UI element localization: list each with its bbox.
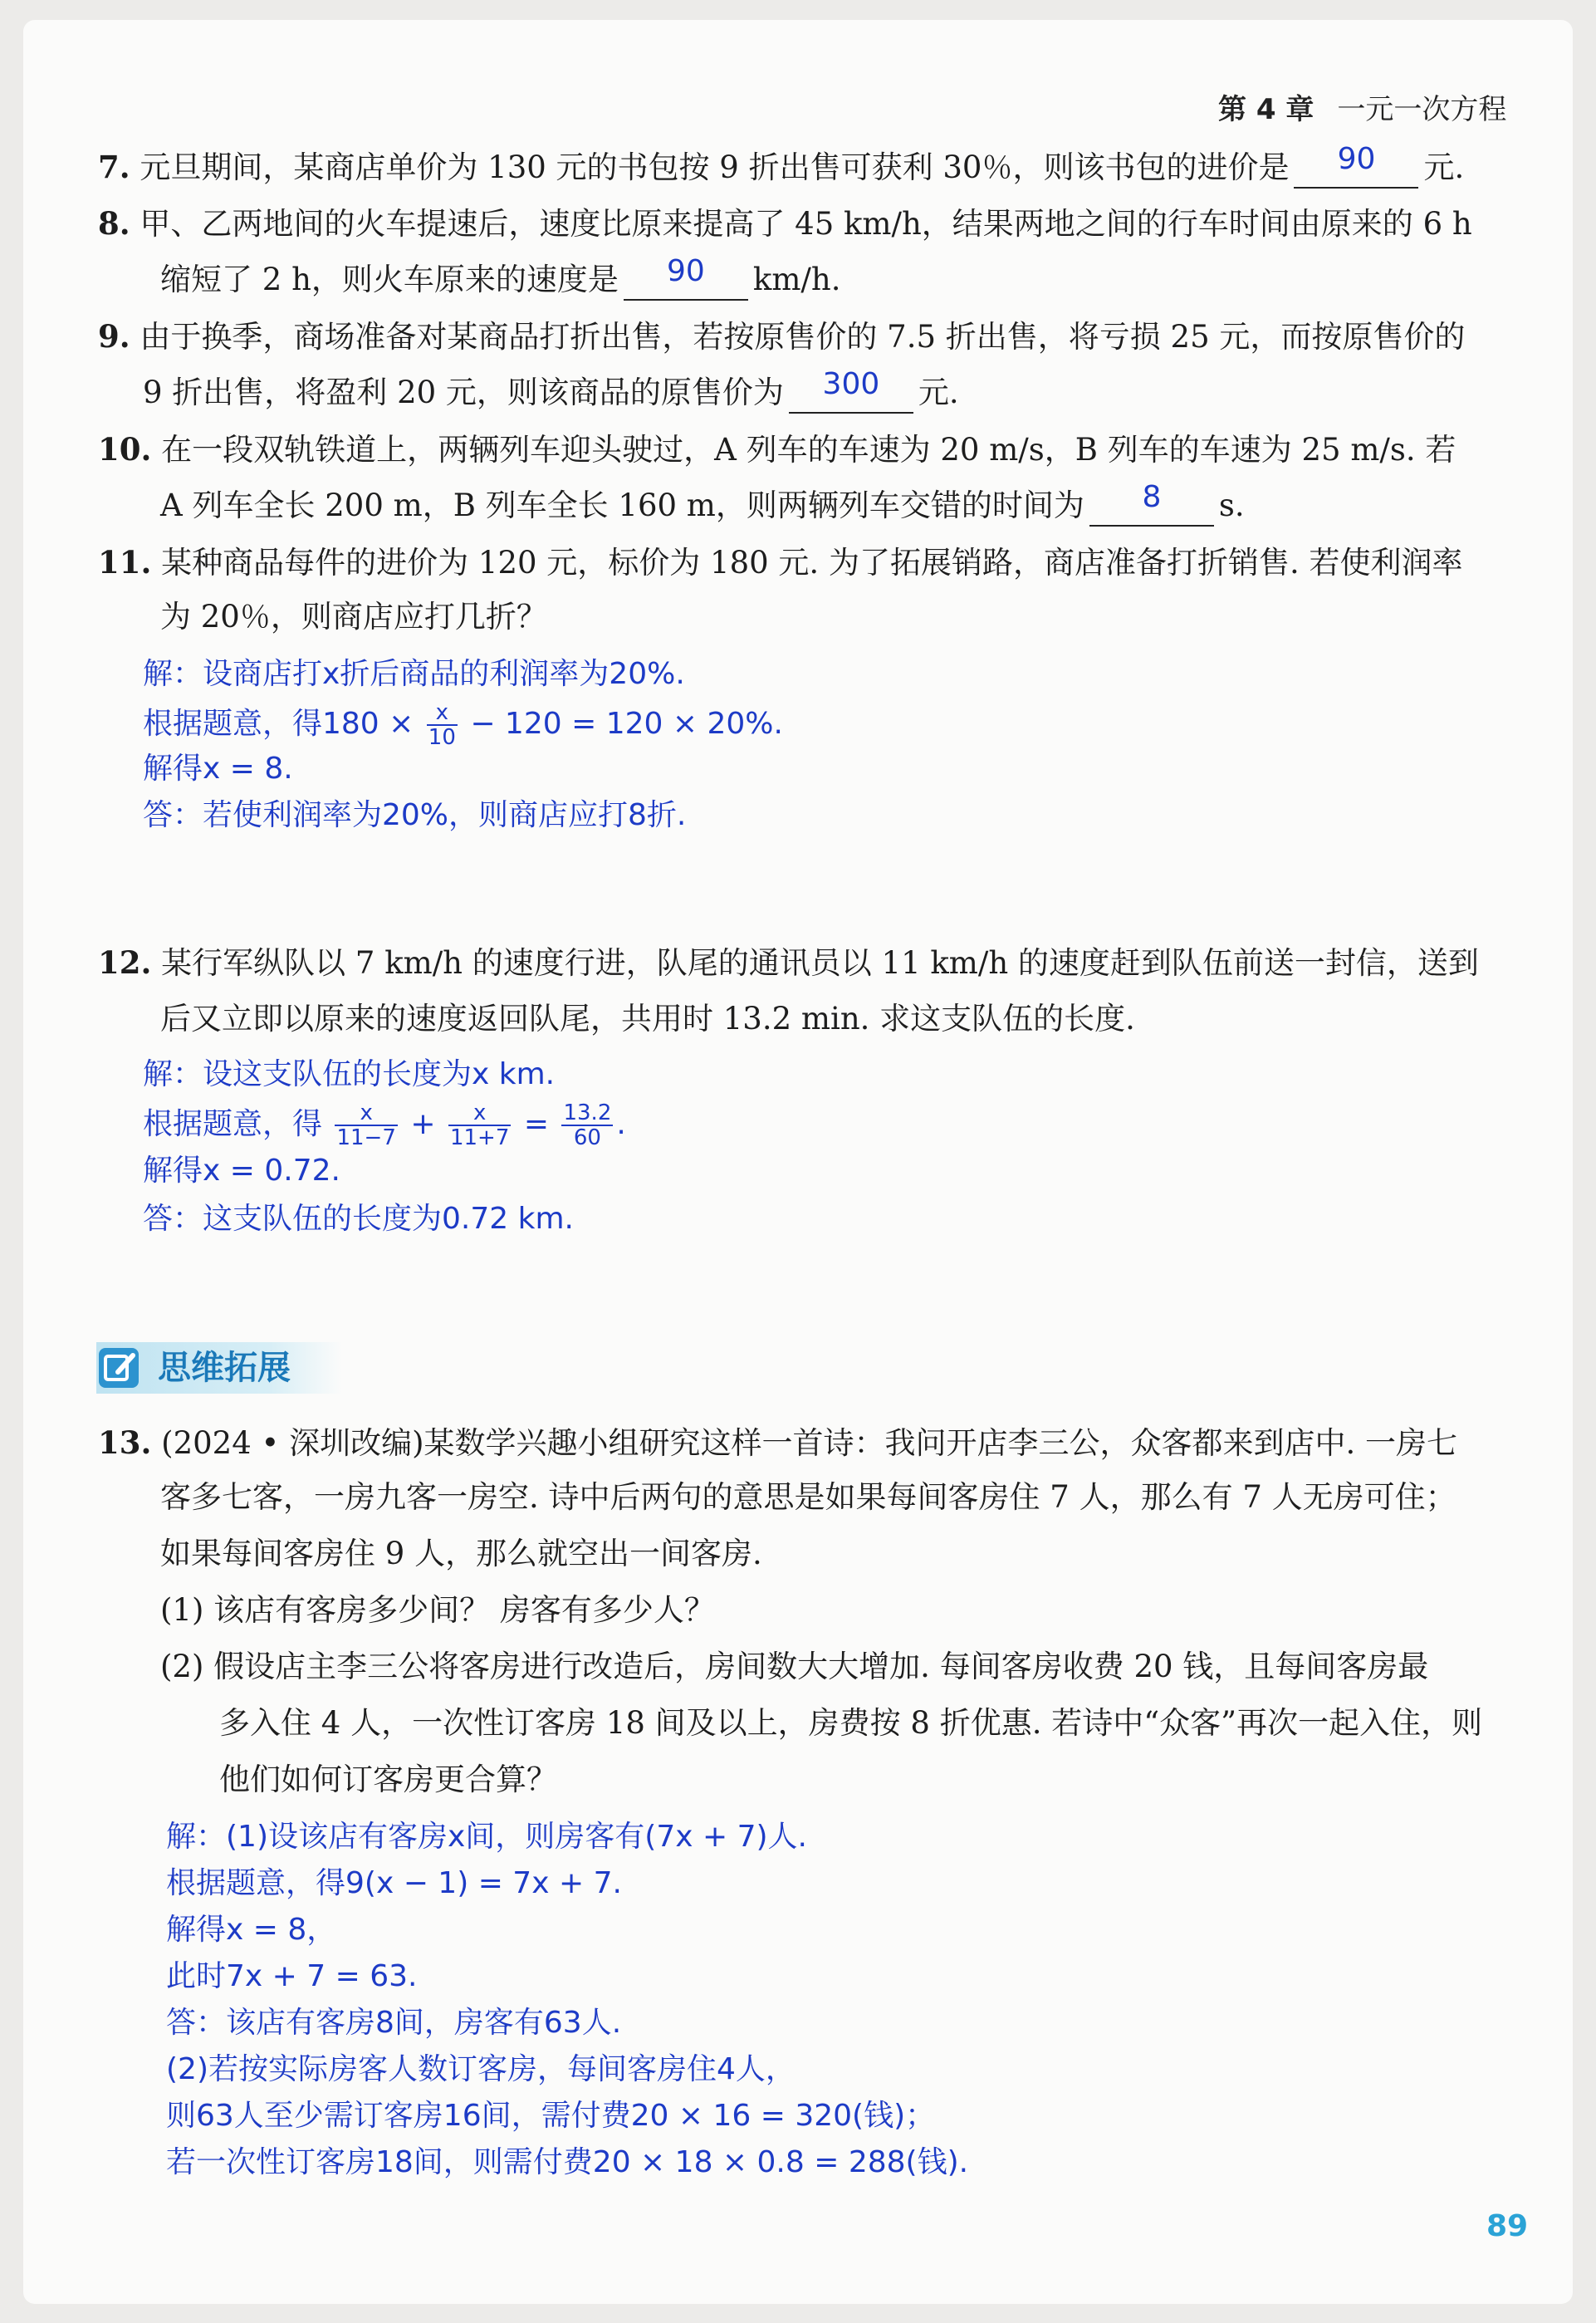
equation-text-tail: − 120 = 120 × 20%. (470, 707, 783, 741)
plus-sign: + (410, 1107, 436, 1141)
equation-text: 根据题意，得180 × (143, 707, 414, 741)
fraction (561, 1101, 613, 1149)
question-text: 在一段双轨铁道上，两辆列车迎头驶过，A 列车的车速为 20 m/s，B 列车的车速为 25 m/s. 若 (161, 432, 1456, 468)
question-8 (98, 203, 1472, 245)
question-12-line2 (160, 998, 1135, 1040)
question-number: 8. (98, 205, 130, 242)
solution-13-line: 答：该店有客房8间，房客有63人. (166, 2006, 622, 2040)
fraction (427, 701, 458, 749)
question-number: 12. (98, 944, 152, 981)
question-number: 11. (98, 544, 152, 581)
solution-13-line: (2)若按实际房客人数订客房，每间客房住4人， (166, 2052, 796, 2086)
question-10-line2 (160, 480, 1245, 527)
fraction (335, 1101, 397, 1149)
solution-13-line: 解：(1)设该店有客房x间，则房客有(7x + 7)人. (166, 1820, 807, 1854)
question-text-tail: s. (1218, 488, 1245, 523)
question-number: 13. (98, 1424, 152, 1461)
question-text: 后又立即以原来的速度返回队尾，共用时 13.2 min. 求这支队伍的长度. (160, 1001, 1135, 1037)
question-text: A 列车全长 200 m，B 列车全长 160 m，则两辆列车交错的时间为 (160, 488, 1084, 523)
solution-11-step1: 解：设商店打x折后商品的利润率为20%. (143, 657, 685, 691)
question-text-tail: km/h. (752, 262, 841, 297)
denominator: 60 (573, 1125, 601, 1150)
solution-12-step3: 解得x = 0.72. (143, 1154, 340, 1188)
question-13-line3: 如果每间客房住 9 人，那么就空出一间客房. (160, 1536, 762, 1571)
solution-11-step2 (143, 701, 783, 749)
chapter-title: 一元一次方程 (1337, 93, 1507, 126)
question-10 (98, 429, 1456, 471)
question-number: 9. (98, 318, 130, 355)
denominator: 10 (428, 725, 456, 750)
question-13-sub1: (1) 该店有客房多少间？ 房客有多少人？ (160, 1592, 715, 1628)
denominator: 11+7 (449, 1125, 510, 1150)
section-title: 思维拓展 (158, 1349, 291, 1387)
answer-value: 90 (1337, 142, 1376, 176)
period: . (616, 1107, 626, 1141)
question-9 (98, 316, 1465, 358)
numerator: x (448, 1101, 511, 1126)
answer-blank (1089, 480, 1214, 527)
answer-blank (789, 367, 913, 414)
solution-12-step1: 解：设这支队伍的长度为x km. (143, 1057, 556, 1091)
pencil-note-icon (96, 1345, 141, 1390)
solution-13-line: 则63人至少需订客房16间，需付费20 × 16 = 320(钱)； (166, 2099, 936, 2133)
question-13-sub2-line2: 多入住 4 人，一次性订客房 18 间及以上，房费按 8 折优惠. 若诗中“众客”再次一起入住，则 (219, 1705, 1483, 1741)
question-13-sub2-line3: 他们如何订客房更合算？ (219, 1762, 557, 1797)
solution-12-answer: 答：这支队伍的长度为0.72 km. (143, 1202, 574, 1236)
solution-11-answer: 答：若使利润率为20%，则商店应打8折. (143, 798, 687, 832)
equation-text: 根据题意，得 (143, 1107, 323, 1141)
denominator: 11−7 (336, 1125, 396, 1150)
question-text-tail: 元. (918, 375, 959, 410)
question-13-line2: 客多七客，一房九客一房空. 诗中后两句的意思是如果每间客房住 7 人，那么有 7 人无房可住； (160, 1479, 1456, 1515)
section-header (96, 1342, 342, 1394)
question-12 (98, 942, 1479, 984)
question-text-tail: 元. (1423, 149, 1465, 185)
numerator: x (335, 1101, 397, 1126)
fraction (448, 1101, 511, 1149)
question-text: 元旦期间，某商店单价为 130 元的书包按 9 折出售可获利 30％，则该书包的进价是 (140, 149, 1290, 185)
answer-value: 300 (822, 367, 880, 401)
chapter-header (1218, 86, 1506, 127)
solution-13-line: 解得x = 8， (166, 1913, 337, 1947)
answer-blank (624, 254, 748, 301)
numerator: x (427, 701, 458, 726)
question-text: (2024 • 深圳改编)某数学兴趣小组研究这样一首诗：我问开店李三公，众客都来到店中. 一房七 (161, 1425, 1458, 1461)
question-text: 缩短了 2 h，则火车原来的速度是 (160, 262, 619, 297)
chapter-number: 第 4 章 (1218, 93, 1314, 126)
question-text: 甲、乙两地间的火车提速后，速度比原来提高了 45 km/h，结果两地之间的行车时间由原来的 6 h (140, 206, 1472, 242)
question-11 (98, 542, 1462, 584)
solution-13-line: 根据题意，得9(x − 1) = 7x + 7. (166, 1866, 622, 1900)
numerator: 13.2 (563, 1100, 612, 1125)
question-text: 某种商品每件的进价为 120 元，标价为 180 元. 为了拓展销路，商店准备打折销售. 若使利润率 (161, 545, 1463, 581)
question-text: 9 折出售，将盈利 20 元，则该商品的原售价为 (143, 375, 784, 410)
equals-sign: = (523, 1107, 550, 1141)
question-13-sub2-line1: (2) 假设店主李三公将客房进行改造后，房间数大大增加. 每间客房收费 20 钱，且每间客房最 (160, 1649, 1429, 1684)
solution-13-line: 若一次性订客房18间，则需付费20 × 18 × 0.8 = 288(钱). (166, 2145, 969, 2179)
question-text: 为 20％，则商店应打几折？ (160, 599, 547, 635)
page-number: 89 (1486, 2209, 1529, 2243)
question-number: 7. (98, 149, 130, 185)
question-text: 由于换季，商场准备对某商品打折出售，若按原售价的 7.5 折出售，将亏损 25 元，而按原售价的 (140, 319, 1466, 355)
answer-value: 8 (1142, 480, 1162, 514)
solution-12-step2 (143, 1101, 626, 1149)
question-7 (98, 142, 1465, 189)
question-13 (98, 1422, 1457, 1464)
question-8-line2 (160, 254, 841, 301)
question-9-line2 (143, 367, 959, 414)
solution-13-line: 此时7x + 7 = 63. (166, 1959, 418, 1993)
question-11-line2 (160, 596, 547, 638)
answer-value: 90 (667, 254, 705, 288)
answer-blank (1294, 142, 1418, 189)
question-number: 10. (98, 431, 152, 468)
solution-11-step3: 解得x = 8. (143, 752, 293, 786)
question-text: 某行军纵队以 7 km/h 的速度行进，队尾的通讯员以 11 km/h 的速度赶到队伍前送一封信，送到 (161, 945, 1479, 981)
